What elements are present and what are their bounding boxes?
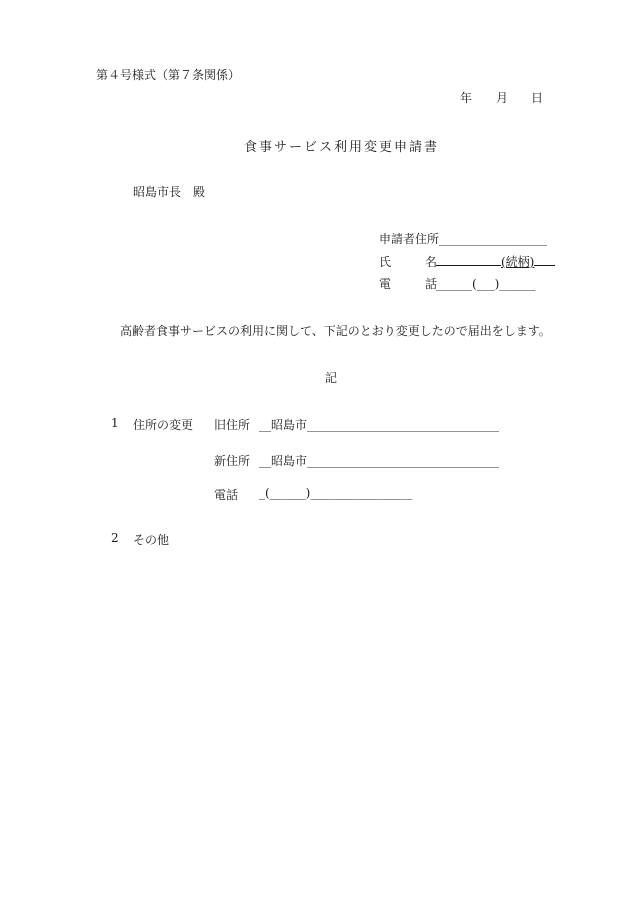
date-year-label: 年 xyxy=(460,91,473,105)
old-address-field[interactable]: __昭島市________________________________ xyxy=(259,418,500,432)
applicant-address-field[interactable]: __________________ xyxy=(439,232,548,246)
old-address-label: 旧住所 xyxy=(214,418,251,432)
date-month-label: 月 xyxy=(496,91,509,105)
applicant-name-label-second: 名 xyxy=(425,255,438,269)
applicant-address-label: 申請者住所 xyxy=(379,232,440,246)
new-phone-label: 電話 xyxy=(214,488,239,502)
applicant-name-label-first: 氏 xyxy=(379,255,392,269)
applicant-phone-label-first: 電 xyxy=(379,277,392,291)
applicant-phone-row xyxy=(379,275,535,292)
item-1-label: 住所の変更 xyxy=(133,418,194,432)
new-address-label: 新住所 xyxy=(214,454,251,468)
intro-paragraph: 高齢者食事サービスの利用に関して、下記のとおり変更したので届出をします。 xyxy=(120,324,551,338)
document-title: 食事サービス利用変更申請書 xyxy=(244,140,440,155)
date-day-label: 日 xyxy=(531,91,544,105)
relationship-label: (続柄) xyxy=(501,255,535,269)
applicant-address-row xyxy=(379,230,547,247)
form-number: 第４号様式（第７条関係） xyxy=(96,68,241,82)
addressee: 昭島市長 殿 xyxy=(133,185,206,199)
applicant-phone-field[interactable]: ______(___)______ xyxy=(436,277,536,291)
new-address-field[interactable]: __昭島市________________________________ xyxy=(259,454,500,468)
applicant-phone-label-second: 話 xyxy=(425,277,438,291)
applicant-name-row xyxy=(379,252,555,270)
item-2-label: その他 xyxy=(133,533,170,547)
ki-heading: 記 xyxy=(325,371,338,385)
new-phone-field[interactable]: _(______)_________________ xyxy=(259,486,413,500)
applicant-name-field-tail xyxy=(534,252,555,266)
item-2-number: 2 xyxy=(111,531,119,545)
applicant-name-field[interactable] xyxy=(436,252,501,266)
item-1-number: 1 xyxy=(111,416,119,430)
